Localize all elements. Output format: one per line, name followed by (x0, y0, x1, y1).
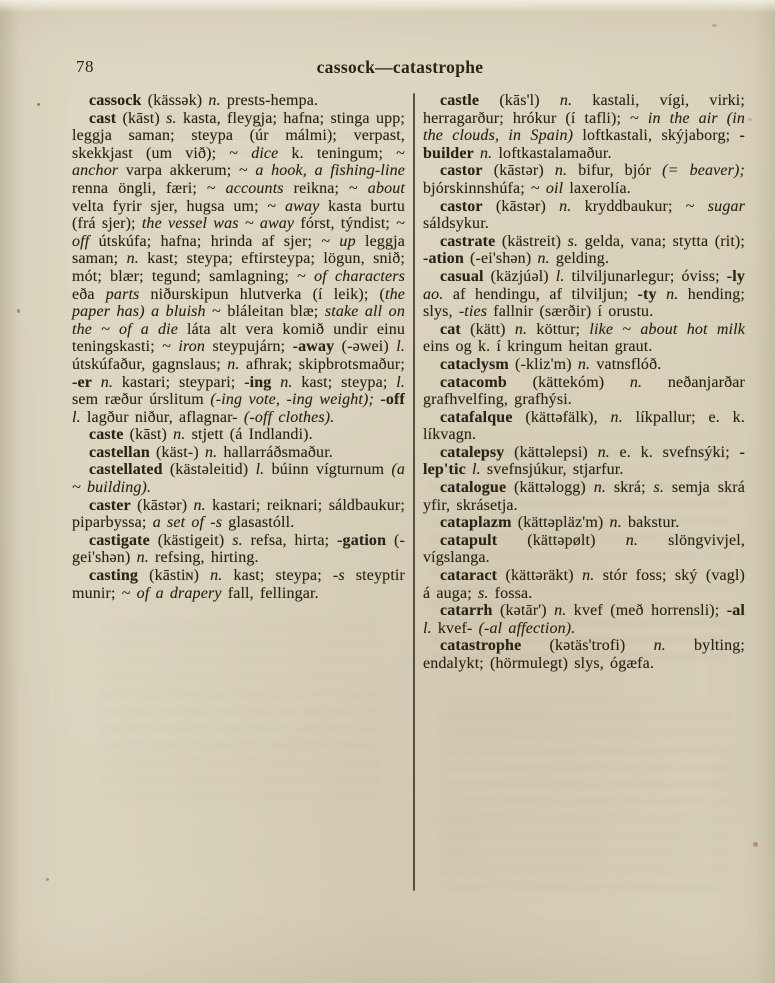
dictionary-entry: cat (kätt) n. köttur; like ~ about hot milk eins og k. í kringum heitan graut. (423, 320, 746, 356)
dictionary-entry: catacomb (kättekóm) n. neðanjarðar grafhvelfing, grafhýsi. (423, 373, 745, 409)
dictionary-entry: catarrh (kətār') n. kvef (með horrensli); -al l. kvef- (-al affection). (423, 602, 746, 637)
dictionary-entry: castellan (käst-) n. hallarráðsmaður. (89, 443, 333, 461)
dictionary-entry: caste (kāst) n. stjett (á Indlandi). (89, 426, 313, 444)
dictionary-entry: caster (kāstər) n. kastari; reiknari; sáldbaukur; piparbyssa; a set of -s glasastóll. (72, 496, 405, 532)
dictionary-entry: cassock (kässək) n. prests-hempa. (89, 92, 319, 109)
verso-showthrough (100, 620, 380, 800)
dictionary-entry: castrate (kästreit) s. gelda, vana; stytta (rit); -ation (-ei'shən) n. gelding. (423, 232, 745, 268)
paper-speck (748, 118, 752, 121)
dictionary-entry: cataract (kättəräkt) n. stór foss; ský (vagl) á auga; s. fossa. (423, 567, 745, 602)
paper-speck (37, 103, 40, 106)
dictionary-entry: catapult (kättəpølt) n. slöngvivjel, vígslanga. (423, 531, 746, 567)
dictionary-entry: catalepsy (kättəlepsi) n. e. k. svefnsýki; -lep'tic l. svefnsjúkur, stjarfur. (423, 443, 745, 479)
page-number: 78 (76, 57, 94, 76)
dictionary-entry: castor (kāstər) n. kryddbaukur; ~ sugar sáldsykur. (423, 197, 745, 233)
dictionary-entry: cast (kāst) s. kasta, fleygja; hafna; stinga upp; leggja saman; steypa (úr málmi); verpast, skekkjast (um við); ~ dice k. teningum; ~ anchor varpa akkerum; ~ a hook, a fishing-line renna öngli, færi; ~ accounts reikna; ~ about velta fyrir sjer, hugsa um; ~ away kasta burtu (frá sjer); the vessel was ~ away fórst, týndist; ~ off útskúfa; hafna; hrinda af sjer; ~ up leggja saman; n. kast; steypa; eftirsteypa; lögun, snið; mót; blær; tegund; samlagning; ~ of characters eða parts niðurskipun hlutverka (í leik); (the paper has) a bluish ~ bláleitan blæ; stake all on the ~ of a die láta alt vera komið undir einu teningskasti; ~ iron steypujárn; -away (-əwei) l. útskúfaður, gagnslaus; n. afhrak; skipbrotsmaður; -er n. kastari; steypari; -ing n. kast; steypa; l. sem ræður úrslitum (-ing vote, -ing weight); -off l. lagður niður, aflagnar- (-off clothes). (72, 109, 406, 426)
paper-speck (17, 309, 20, 313)
dictionary-entry: catastrophe (kətäs'trofi) n. bylting; endalykt; (hörmulegt) slys, ógæfa. (423, 637, 745, 672)
paper-speck (46, 878, 49, 881)
running-head-title: cassock—catastrophe (316, 57, 484, 77)
dictionary-column-left (72, 92, 405, 602)
scan-edge-top (0, 0, 775, 13)
column-divider-rule (413, 93, 415, 891)
dictionary-entry: catafalque (kättəfälk), n. líkpallur; e. k. líkvagn. (423, 408, 745, 444)
dictionary-entry: castigate (kästigeit) s. refsa, hirta; -gation (-gei'shən) n. refsing, hirting. (72, 531, 405, 567)
dictionary-entry: cataclysm (-kliz'm) n. vatnsflóð. (440, 355, 662, 373)
verso-showthrough (440, 700, 730, 890)
dictionary-entry: castor (kāstər) n. bifur, bjór (= beaver); bjórskinnshúfa; ~ oil laxerolía. (423, 162, 746, 197)
dictionary-entry: catalogue (kättəlogg) n. skrá; s. semja skrá yfir, skrásetja. (423, 479, 745, 514)
paper-speck (753, 842, 758, 847)
dictionary-entry: castellated (kästəleitid) l. búinn vígturnum (a ~ building). (72, 461, 405, 497)
running-header (72, 57, 728, 81)
dictionary-entry: cataplazm (kättəpläz'm) n. bakstur. (440, 514, 680, 532)
dictionary-column-right (423, 92, 745, 673)
dictionary-entry: casting (kāstiɴ) n. kast; steypa; -s steyptir munir; ~ of a drapery fall, fellingar. (72, 567, 405, 602)
dictionary-entry: casual (käzjúəl) l. tilviljunarlegur; óviss; -ly ao. af hendingu, af tilviljun; -ty n. hending; slys, -ties fallnir (særðir) í orustu. (423, 267, 745, 321)
dictionary-entry: castle (kās'l) n. kastali, vígi, virki; herragarður; hrókur (í tafli); ~ in the air (in the clouds, in Spain) loftkastali, skýjaborg; -builder n. loftkastalamaður. (423, 92, 745, 162)
paper-speck (712, 24, 717, 27)
